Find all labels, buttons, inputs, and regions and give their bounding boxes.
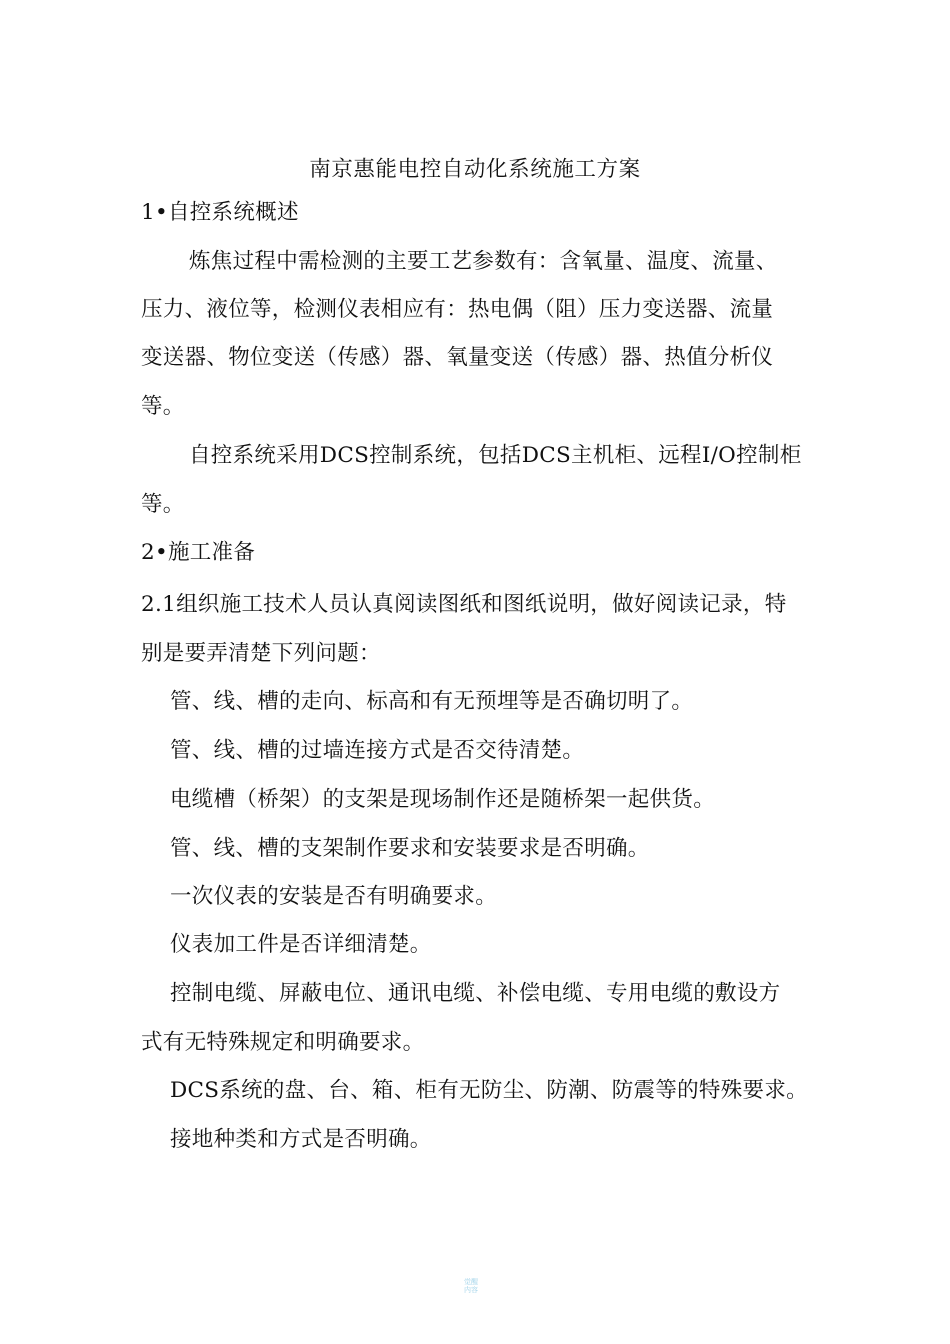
list-item: 仪表加工件是否详细清楚。 bbox=[170, 932, 432, 957]
section-heading-2: 2•施工准备 bbox=[141, 540, 256, 565]
paragraph-line: 别是要弄清楚下列问题： bbox=[141, 641, 381, 666]
list-item: 一次仪表的安装是否有明确要求。 bbox=[170, 884, 498, 909]
paragraph-line: 2.1组织施工技术人员认真阅读图纸和图纸说明，做好阅读记录，特 bbox=[141, 592, 787, 617]
list-item: 控制电缆、屏蔽电位、通讯电缆、补偿电缆、专用电缆的敷设方 bbox=[170, 981, 781, 1006]
footer-watermark-line: 内容 bbox=[464, 1286, 478, 1294]
list-item: 管、线、槽的走向、标高和有无预埋等是否确切明了。 bbox=[170, 689, 694, 714]
paragraph-line: 等。 bbox=[141, 492, 185, 517]
list-item: 电缆槽（桥架）的支架是现场制作还是随桥架一起供货。 bbox=[170, 787, 716, 812]
paragraph-line: 自控系统采用DCS控制系统，包括DCS主机柜、远程I/O控制柜 bbox=[189, 443, 802, 468]
paragraph-line: 压力、液位等，检测仪表相应有：热电偶（阻）压力变送器、流量 bbox=[141, 297, 774, 322]
list-item-continuation: 式有无特殊规定和明确要求。 bbox=[141, 1030, 425, 1055]
paragraph-line: 炼焦过程中需检测的主要工艺参数有：含氧量、温度、流量、 bbox=[189, 249, 778, 274]
section-heading-1: 1•自控系统概述 bbox=[141, 200, 299, 225]
list-item: DCS系统的盘、台、箱、柜有无防尘、防潮、防震等的特殊要求。 bbox=[170, 1078, 808, 1103]
list-item: 接地种类和方式是否明确。 bbox=[170, 1127, 432, 1152]
footer-watermark-line: 觉醒 bbox=[464, 1278, 478, 1286]
document-title: 南京惠能电控自动化系统施工方案 bbox=[309, 157, 641, 182]
footer-watermark bbox=[459, 1278, 483, 1294]
paragraph-line: 等。 bbox=[141, 394, 185, 419]
list-item: 管、线、槽的过墙连接方式是否交待清楚。 bbox=[170, 738, 585, 763]
paragraph-line: 变送器、物位变送（传感）器、氧量变送（传感）器、热值分析仪 bbox=[141, 345, 774, 370]
list-item: 管、线、槽的支架制作要求和安装要求是否明确。 bbox=[170, 836, 650, 861]
